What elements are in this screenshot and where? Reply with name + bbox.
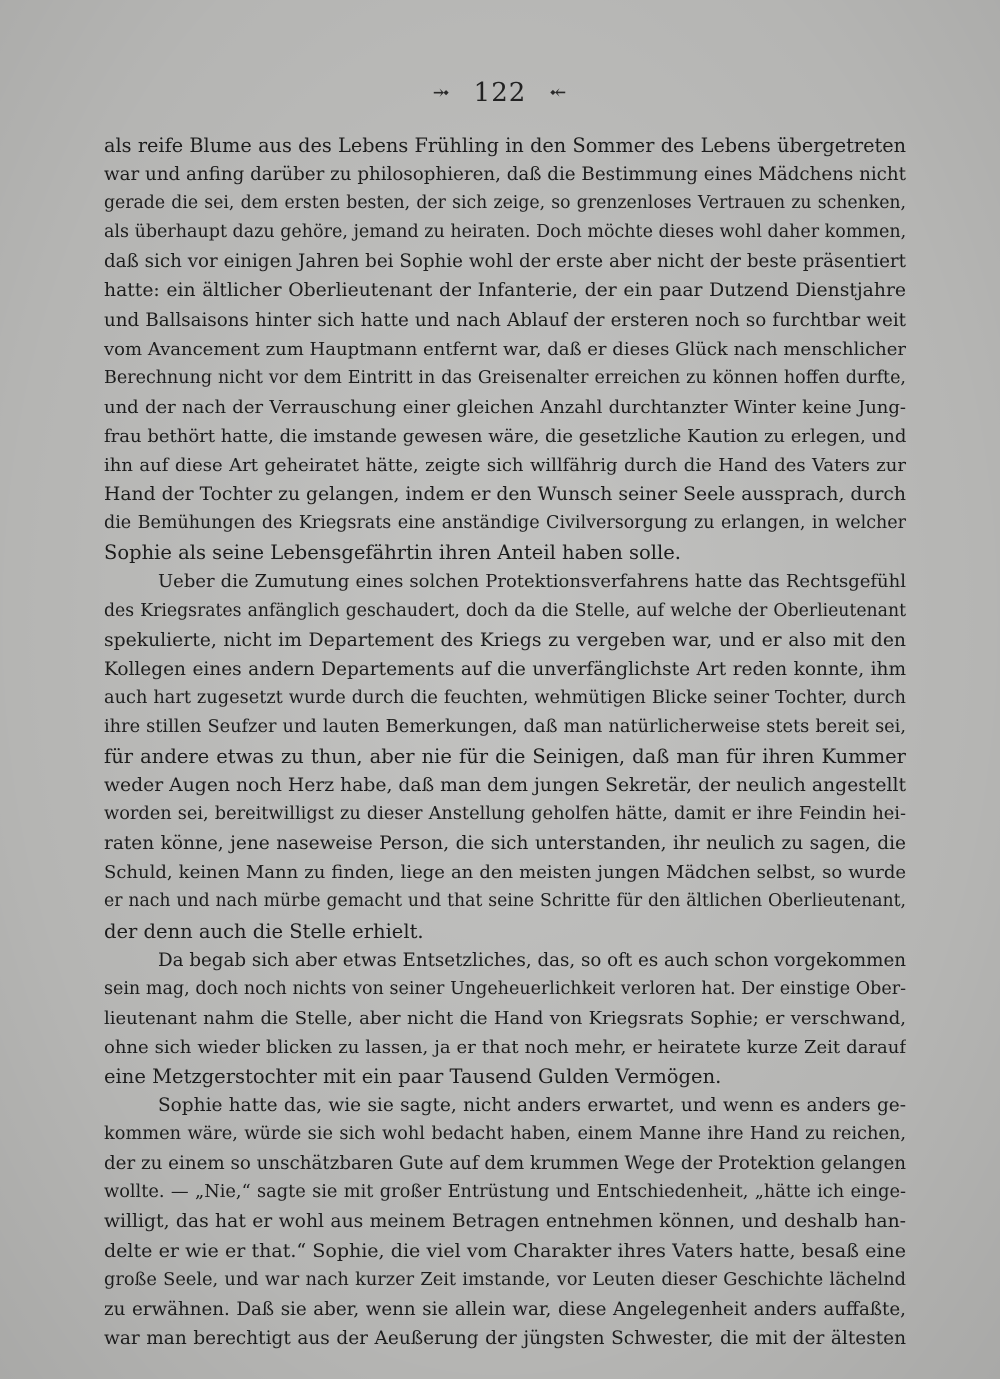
text-line: gerade die sei, dem ersten besten, der sich zeige, so grenzenloses Vertrauen zu schenken, — [104, 193, 906, 214]
text-line: auch hart zugesetzt wurde durch die feuchten, wehmütigen Blicke seiner Tochter, durch — [104, 687, 906, 708]
text-line: weder Augen noch Herz habe, daß man dem jungen Sekretär, der neulich angestellt — [104, 775, 906, 797]
text-line: Schuld, keinen Mann zu finden, liege an den meisten jungen Mädchen selbst, so wurde — [104, 862, 906, 884]
text-line: die Bemühungen des Kriegsrats eine anständige Civilversorgung zu erlangen, in welcher — [104, 513, 906, 534]
text-line: Sophie als seine Lebensgefährtin ihren Anteil haben solle. — [104, 541, 681, 565]
text-line: ohne sich wieder blicken zu lassen, ja er that noch mehr, er heiratete kurze Zeit darauf — [104, 1036, 906, 1058]
text-line: des Kriegsrates anfänglich geschaudert, doch da die Stelle, auf welche der Oberlieutenant — [104, 600, 906, 621]
text-line: lieutenant nahm die Stelle, aber nicht die Hand von Kriegsrats Sophie; er verschwand, — [104, 1007, 906, 1029]
text-line: Sophie hatte das, wie sie sagte, nicht anders erwartet, und wenn es anders ge- — [158, 1095, 906, 1117]
text-line: raten könne, jene naseweise Person, die sich unterstanden, ihr neulich zu sagen, die — [104, 833, 906, 855]
text-line: delte er wie er that.“ Sophie, die viel vom Charakter ihres Vaters hatte, besaß eine — [104, 1239, 906, 1262]
text-line: ihre stillen Seufzer und lauten Bemerkungen, daß man natürlicherweise stets bereit sei, — [104, 716, 906, 737]
body-text — [104, 131, 906, 1353]
text-line: für andere etwas zu thun, aber nie für die Seinigen, daß man für ihren Kummer — [104, 744, 906, 768]
text-line: kommen wäre, würde sie sich wohl bedacht haben, einem Manne ihre Hand zu reichen, — [104, 1124, 906, 1145]
text-line: war und anfing darüber zu philosophieren, daß die Bestimmung eines Mädchens nicht — [104, 164, 906, 186]
text-line: er nach und nach mürbe gemacht und that seine Schritte für den ältlichen Oberlieutenant, — [104, 891, 906, 912]
text-line: war man berechtigt aus der Aeußerung der jüngsten Schwester, die mit der ältesten — [104, 1327, 906, 1349]
text-line: worden sei, bereitwilligst zu dieser Anstellung geholfen hätte, damit er ihre Feindin hei- — [104, 804, 906, 825]
text-line: Hand der Tochter zu gelangen, indem er den Wunsch seiner Seele aussprach, durch — [104, 484, 906, 506]
text-line: hatte: ein ältlicher Oberlieutenant der Infanterie, der ein paar Dutzend Dienstjahre — [104, 280, 906, 302]
text-line: willigt, das hat er wohl aus meinem Betragen entnehmen können, und deshalb han- — [104, 1211, 906, 1233]
text-line: Ueber die Zumutung eines solchen Protektionsverfahrens hatte das Rechtsgefühl — [158, 571, 906, 593]
page-number: 122 — [473, 78, 527, 108]
text-line: daß sich vor einigen Jahren bei Sophie wohl der erste aber nicht der beste präsentiert — [104, 251, 906, 273]
text-line: frau bethört hatte, die imstande gewesen wäre, die gesetzliche Kaution zu erlegen, und — [104, 425, 906, 447]
text-line: ihn auf diese Art geheiratet hätte, zeigte sich willfährig durch die Hand des Vaters zur — [104, 455, 906, 477]
left-ornament-icon: ⤞ — [432, 80, 451, 104]
text-line: Da begab sich aber etwas Entsetzliches, das, so oft es auch schon vorgekommen — [158, 949, 906, 971]
text-line: eine Metzgerstochter mit ein paar Tausend Gulden Vermögen. — [104, 1065, 722, 1088]
page-header — [0, 78, 1000, 108]
text-line: und Ballsaisons hinter sich hatte und nach Ablauf der ersteren noch so furchtbar weit — [104, 309, 906, 331]
text-line: Kollegen eines andern Departements auf die unverfänglichste Art reden konnte, ihm — [104, 658, 906, 680]
text-line: vom Avancement zum Hauptmann entfernt war, daß er dieses Glück nach menschlicher — [104, 338, 906, 360]
text-line: sein mag, doch noch nichts von seiner Ungeheuerlichkeit verloren hat. Der einstige Ober- — [104, 978, 906, 999]
text-line: spekulierte, nicht im Departement des Kriegs zu vergeben war, und er also mit den — [104, 629, 906, 651]
text-line: der denn auch die Stelle erhielt. — [104, 919, 424, 943]
text-line: zu erwähnen. Daß sie aber, wenn sie allein war, diese Angelegenheit anders auffaßte, — [104, 1298, 906, 1320]
text-line: große Seele, und war nach kurzer Zeit imstande, vor Leuten dieser Geschichte lächelnd — [104, 1269, 906, 1290]
text-line: Berechnung nicht vor dem Eintritt in das Greisenalter erreichen zu können hoffen durfte, — [104, 367, 906, 388]
text-line: wollte. — „Nie,“ sagte sie mit großer Entrüstung und Entschiedenheit, „hätte ich einge- — [104, 1182, 906, 1203]
text-line: als reife Blume aus des Lebens Frühling in den Sommer des Lebens übergetreten — [104, 134, 906, 157]
right-ornament-icon: ⤝ — [549, 80, 568, 104]
text-line: der zu einem so unschätzbaren Gute auf dem krummen Wege der Protektion gelangen — [104, 1153, 906, 1175]
text-line: als überhaupt dazu gehöre, jemand zu heiraten. Doch möchte dieses wohl daher kommen, — [104, 222, 906, 243]
text-line: und der nach der Verrauschung einer gleichen Anzahl durchtanzter Winter keine Jung- — [104, 396, 906, 418]
